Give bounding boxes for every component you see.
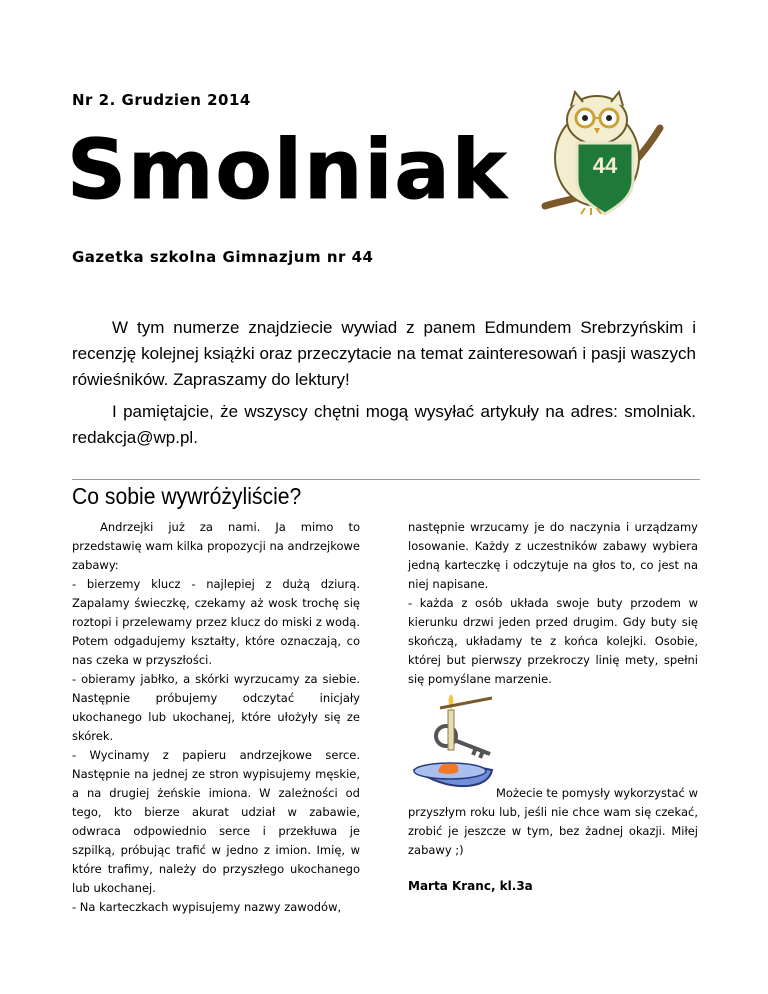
intro-paragraph-1 xyxy=(72,315,696,393)
logo-number: 44 xyxy=(592,153,618,178)
article-column-right xyxy=(408,518,698,689)
article-paragraph: - Na karteczkach wypisujemy nazwy zawodów, xyxy=(72,900,342,914)
issue-date: Nr 2. Grudzien 2014 xyxy=(72,91,251,109)
closing-text: Możecie te pomysły wykorzystać w przyszłym roku lub, jeśli nie chce wam się czekać, zrobić je jeszcze w tym, bez żadnej okazji. Miłej zabawy ;) xyxy=(408,786,698,857)
article-heading: Co sobie wywróżyliście? xyxy=(72,483,302,509)
article-paragraph: - bierzemy klucz - najlepiej z dużą dziurą. Zapalamy świeczkę, czekamy aż wosk trochę się roztopi i przelewamy przez klucz do miski z wodą. Potem odgadujemy kształty, które oznaczają, co nas czeka w przyszłości. xyxy=(72,577,360,667)
article-text: Andrzejki już za nami. Ja mimo to przedstawię wam kilka propozycji na andrzejkowe zabawy: xyxy=(72,520,360,572)
article-closing xyxy=(408,784,698,860)
section-divider xyxy=(72,479,700,480)
article-paragraph: - obieramy jabłko, a skórki wyrzucamy za siebie. Następnie próbujemy odczytać inicjały ukochanego lub ukochanej, które ułożyły się ze skórek. xyxy=(72,672,360,743)
newspaper-subtitle: Gazetka szkolna Gimnazjum nr 44 xyxy=(72,248,374,266)
intro-text-1: W tym numerze znajdziecie wywiad z panem Edmundem Srebrzyńskim i recenzję kolejnej książki oraz przeczytacie na temat zainteresowań i pasji waszych rówieśników. Zapraszamy do lektury! xyxy=(72,318,696,389)
article-paragraph: następnie wrzucamy je do naczynia i urządzamy losowanie. Każdy z uczestników zabawy wybiera jedną karteczkę i odczytuje na głos to, co jest na niej napisane. xyxy=(408,520,698,591)
intro-text-2: I pamiętajcie, że wszyscy chętni mogą wysyłać artykuły na adres: smolniak. redakcja@wp.pl. xyxy=(72,402,696,447)
intro-paragraph-2 xyxy=(72,399,696,451)
article-author: Marta Kranc, kl.3a xyxy=(408,879,533,893)
article-column-left xyxy=(72,518,360,917)
article-paragraph xyxy=(72,518,360,575)
article-paragraph: - każda z osób układa swoje buty przodem w kierunku drzwi jeden przed drugim. Gdy buty się skończą, układamy te z końca kolejki. Osobie, której but pierwszy przekroczy linię mety, spełni się pomyślane marzenie. xyxy=(408,596,698,686)
newspaper-title: Smolniak xyxy=(67,123,509,218)
article-paragraph: - Wycinamy z papieru andrzejkowe serce. Następnie na jednej ze stron wypisujemy męskie, a na drugiej żeńskie imiona. W zależności od tego, kto bierze akurat udział w zabawie, odwraca odpowiednio serce i przekłuwa je szpilką, próbując trafić w jedno z imion. Imię, w które trafimy, należy do przyszłego ukochanego lub ukochanej. xyxy=(72,748,360,895)
